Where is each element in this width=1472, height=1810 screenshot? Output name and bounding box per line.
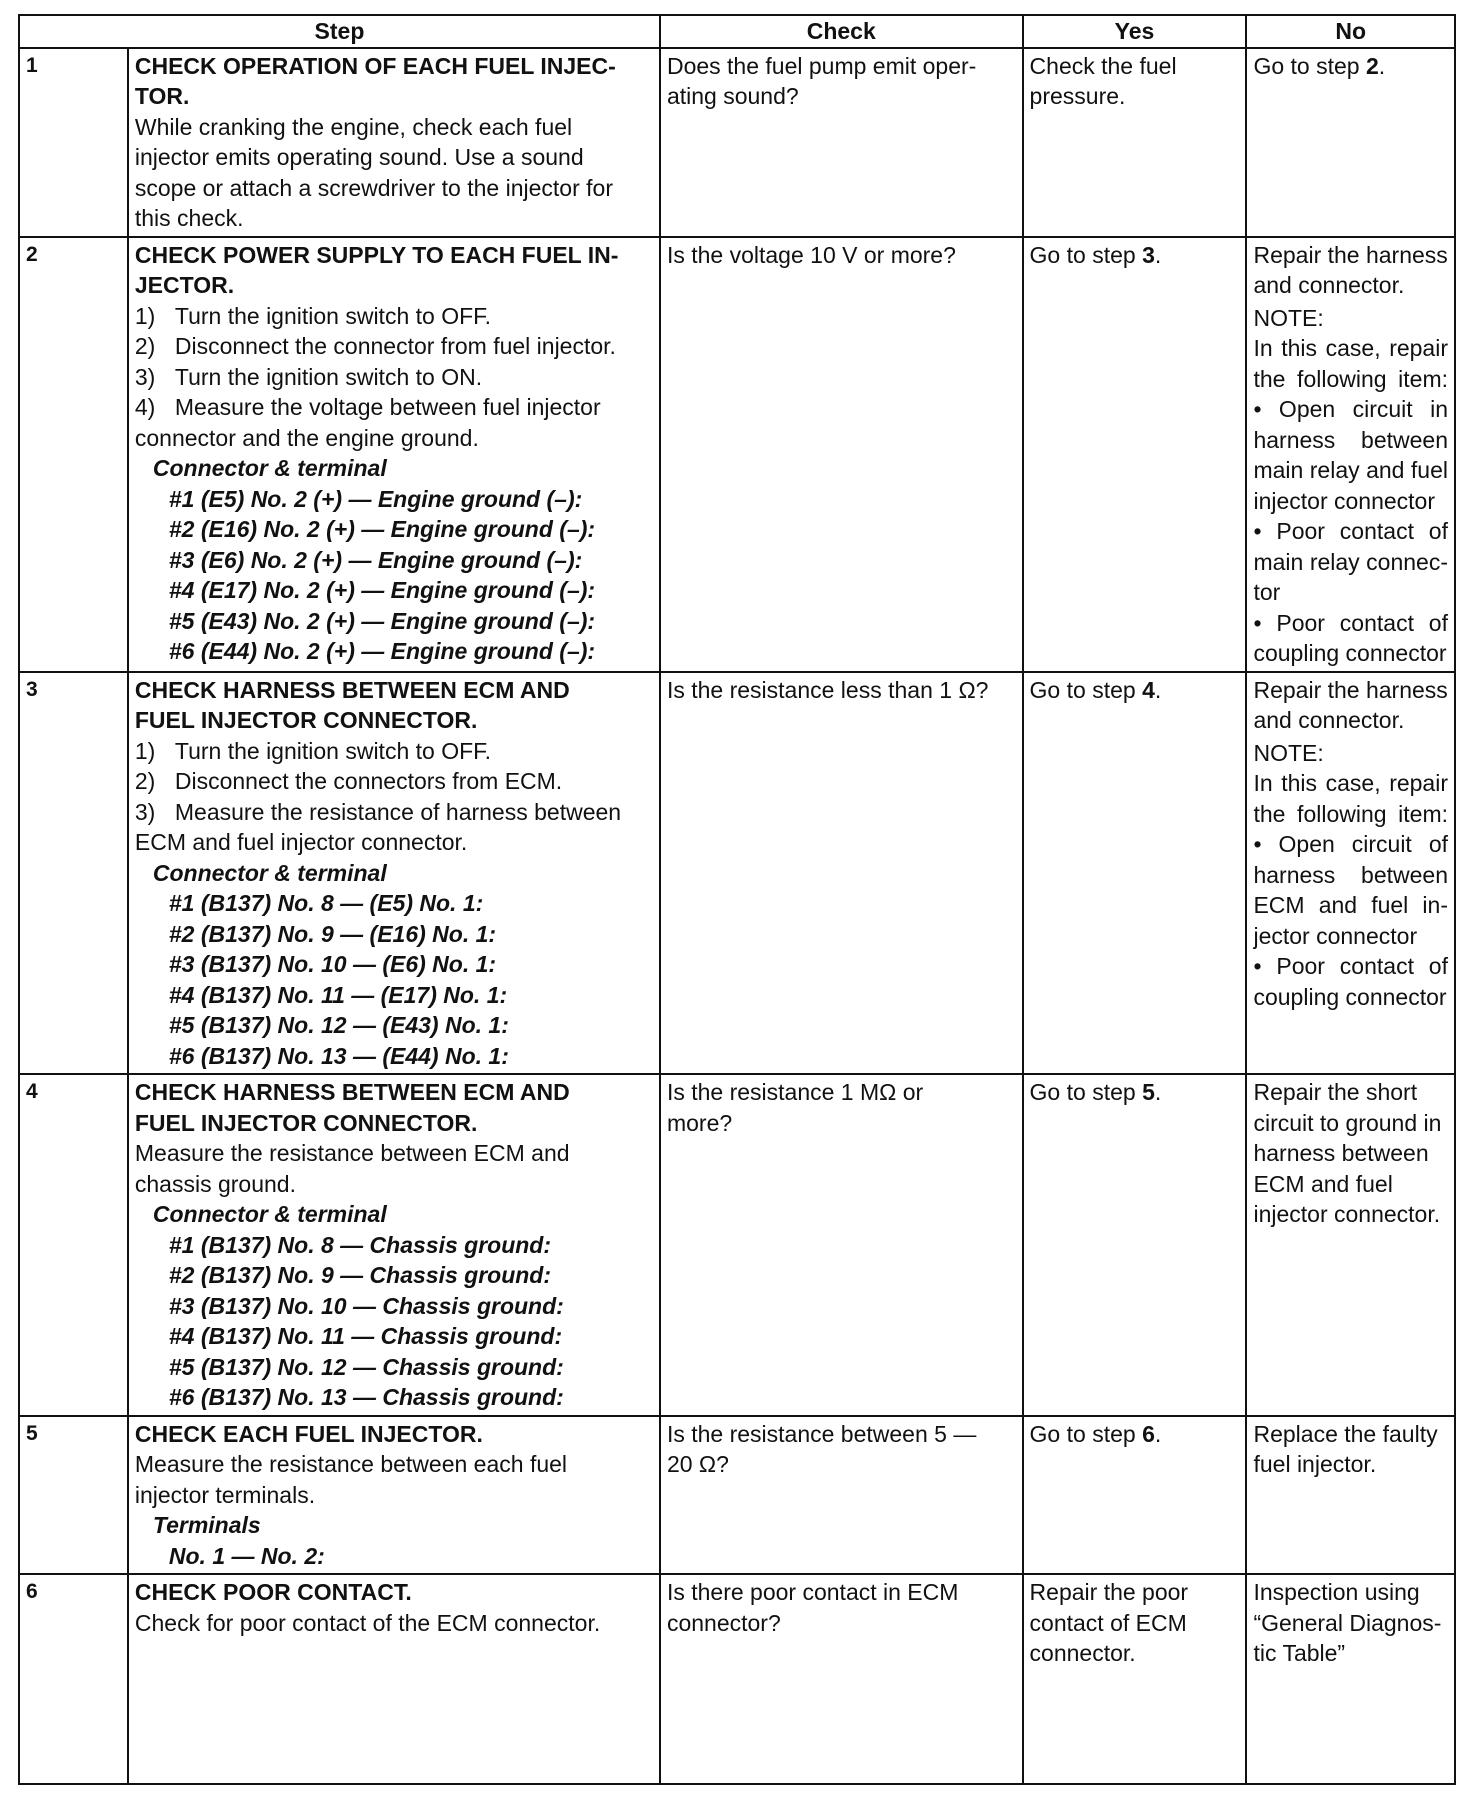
header-check: Check — [660, 15, 1023, 48]
terminal-line: #4 (E17) No. 2 (+) — Engine ground (–): — [168, 577, 596, 603]
terminal-line: #5 (E43) No. 2 (+) — Engine ground (–): — [168, 607, 596, 634]
step-number: 6 — [19, 1574, 128, 1784]
terminal-line: #1 (B137) No. 8 — Chassis ground: — [168, 1231, 552, 1258]
step-title: CHECK POOR CONTACT. — [134, 1579, 412, 1605]
list-item: 1) Turn the ignition switch to OFF. — [134, 302, 492, 329]
note-label: NOTE: — [1253, 304, 1324, 331]
yes-cell: Check the fuel pressure. — [1023, 48, 1247, 237]
terminal-line: #3 (E6) No. 2 (+) — Engine ground (–): — [168, 546, 583, 573]
check-cell: Is the resistance 1 MΩ or more? — [660, 1074, 1023, 1416]
step-body: Check for poor contact of the ECM connector. — [134, 1609, 601, 1636]
check-cell: Is there poor contact in ECM connector? — [660, 1574, 1023, 1784]
terminal-line: #4 (B137) No. 11 — Chassis ground: — [168, 1323, 563, 1349]
check-cell: Does the fuel pump emit oper- ating sound? — [660, 48, 1023, 237]
check-cell: Is the resistance less than 1 Ω? — [660, 672, 1023, 1075]
terminal-line: #1 (B137) No. 8 — (E5) No. 1: — [168, 890, 484, 916]
list-item-continuation: connector and the engine ground. — [134, 424, 479, 451]
yes-cell: Repair the poor contact of ECM connector. — [1023, 1574, 1247, 1784]
check-cell: Is the voltage 10 V or more? — [660, 237, 1023, 672]
header-row — [19, 15, 1455, 48]
header-step: Step — [19, 15, 660, 48]
terminal-line: #6 (B137) No. 13 — (E44) No. 1: — [168, 1042, 509, 1069]
step-cell — [128, 48, 660, 237]
list-item: 3) Measure the resistance of harness between — [134, 798, 622, 825]
no-cell: Inspection using “General Diagnos- tic Table” — [1246, 1574, 1455, 1784]
yes-cell: Go to step 6. — [1023, 1416, 1247, 1575]
step-body: While cranking the engine, check each fuel injector emits operating sound. Use a sound scope or attach a screwdriver to the injector for this check. — [134, 113, 613, 231]
no-cell: Go to step 2. — [1246, 48, 1455, 237]
terminal-line: No. 1 — No. 2: — [168, 1542, 325, 1569]
yes-cell: Go to step 5. — [1023, 1074, 1247, 1416]
terminal-line: #4 (B137) No. 11 — (E17) No. 1: — [168, 981, 508, 1008]
step-number: 2 — [19, 237, 128, 672]
no-cell: Repair the short circuit to ground in harness between ECM and fuel injector connector. — [1246, 1074, 1455, 1416]
list-item: 2) Disconnect the connectors from ECM. — [134, 768, 563, 794]
terminal-line: #1 (E5) No. 2 (+) — Engine ground (–): — [168, 485, 583, 512]
terminal-line: #6 (E44) No. 2 (+) — Engine ground (–): — [168, 638, 596, 664]
table-row — [19, 237, 1455, 672]
step-number: 4 — [19, 1074, 128, 1416]
list-item-continuation: ECM and fuel injector connector. — [134, 829, 468, 855]
step-title: CHECK HARNESS BETWEEN ECM AND FUEL INJECTOR CONNECTOR. — [134, 676, 570, 733]
no-cell: Repair the harness and connector. NOTE: In this case, repair the following item: • Open circuit of harness between ECM and fuel in- jector connector • Poor contact of coupling connector — [1246, 672, 1455, 1075]
diagnostic-table — [18, 14, 1456, 1785]
check-cell: Is the resistance between 5 — 20 Ω? — [660, 1416, 1023, 1575]
table-row — [19, 672, 1455, 1075]
terminal-line: #5 (B137) No. 12 — (E43) No. 1: — [168, 1012, 509, 1038]
terminal-line: #6 (B137) No. 13 — Chassis ground: — [168, 1384, 564, 1410]
step-cell — [128, 237, 660, 672]
terminal-heading: Connector & terminal — [152, 859, 387, 886]
list-item: 1) Turn the ignition switch to OFF. — [134, 737, 492, 764]
table-row — [19, 48, 1455, 237]
terminal-heading: Terminals — [152, 1512, 261, 1538]
terminal-line: #3 (B137) No. 10 — Chassis ground: — [168, 1292, 564, 1319]
table-row — [19, 1074, 1455, 1416]
step-body: Measure the resistance between each fuel injector terminals. — [134, 1451, 568, 1508]
note-label: NOTE: — [1253, 739, 1324, 766]
step-body: Measure the resistance between ECM and chassis ground. — [134, 1140, 570, 1197]
table-row — [19, 1416, 1455, 1575]
step-title: CHECK HARNESS BETWEEN ECM AND FUEL INJECTOR CONNECTOR. — [134, 1079, 570, 1136]
list-item: 2) Disconnect the connector from fuel injector. — [134, 333, 616, 359]
yes-cell: Go to step 4. — [1023, 672, 1247, 1075]
no-cell: Repair the harness and connector. NOTE: In this case, repair the following item: • Open circuit in harness between main relay and fuel injector connector • Poor contact of main relay connec- tor • Poor contact of coupling connector — [1246, 237, 1455, 672]
header-no: No — [1246, 15, 1455, 48]
terminal-heading: Connector & terminal — [152, 455, 387, 481]
list-item: 4) Measure the voltage between fuel injector — [134, 394, 601, 420]
step-cell — [128, 672, 660, 1075]
no-cell: Replace the faulty fuel injector. — [1246, 1416, 1455, 1575]
list-item: 3) Turn the ignition switch to ON. — [134, 363, 483, 390]
terminal-line: #2 (E16) No. 2 (+) — Engine ground (–): — [168, 516, 596, 542]
step-cell — [128, 1574, 660, 1784]
terminal-line: #2 (B137) No. 9 — (E16) No. 1: — [168, 920, 497, 947]
terminal-line: #3 (B137) No. 10 — (E6) No. 1: — [168, 951, 497, 977]
step-title: CHECK OPERATION OF EACH FUEL INJEC- TOR. — [134, 52, 616, 109]
terminal-line: #5 (B137) No. 12 — Chassis ground: — [168, 1353, 564, 1380]
step-cell — [128, 1416, 660, 1575]
terminal-line: #2 (B137) No. 9 — Chassis ground: — [168, 1262, 552, 1288]
header-yes: Yes — [1023, 15, 1247, 48]
step-number: 5 — [19, 1416, 128, 1575]
step-number: 3 — [19, 672, 128, 1075]
yes-cell: Go to step 3. — [1023, 237, 1247, 672]
step-title: CHECK EACH FUEL INJECTOR. — [134, 1420, 483, 1447]
step-number: 1 — [19, 48, 128, 237]
step-title: CHECK POWER SUPPLY TO EACH FUEL IN- JECTOR. — [134, 241, 619, 298]
step-cell — [128, 1074, 660, 1416]
terminal-heading: Connector & terminal — [152, 1201, 387, 1227]
table-row — [19, 1574, 1455, 1784]
